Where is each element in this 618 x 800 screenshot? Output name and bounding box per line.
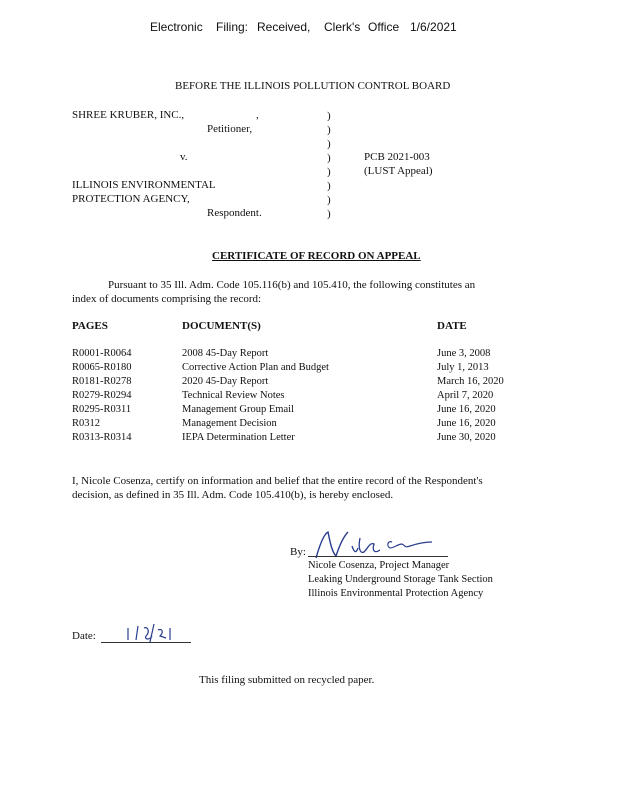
row-document: Management Decision — [182, 418, 277, 429]
petitioner-name: SHREE KRUBER, INC., — [72, 109, 185, 121]
row-pages: R0313-R0314 — [72, 432, 132, 443]
table-row — [72, 418, 552, 432]
versus: v. — [180, 151, 188, 163]
case-number: PCB 2021-003 — [364, 151, 430, 163]
row-pages: R0279-R0294 — [72, 390, 132, 401]
col-header-pages: PAGES — [72, 320, 108, 332]
case-type: (LUST Appeal) — [364, 165, 433, 177]
row-document: 2008 45-Day Report — [182, 348, 269, 359]
signer-section: Leaking Underground Storage Tank Section — [308, 574, 493, 585]
row-pages: R0065-R0180 — [72, 362, 132, 373]
row-date: June 30, 2020 — [437, 432, 496, 443]
row-date: July 1, 2013 — [437, 362, 489, 373]
stamp-date: 1/6/2021 — [410, 20, 457, 34]
table-row — [72, 362, 552, 376]
signature-line — [308, 556, 448, 557]
caption-parens: ) ) ) ) ) ) ) ) — [327, 110, 331, 220]
intro-line-1: Pursuant to 35 Ill. Adm. Code 105.116(b) and 105.410, the following constitutes an — [108, 279, 476, 291]
signer-name-title: Nicole Cosenza, Project Manager — [308, 560, 450, 571]
col-header-date: DATE — [437, 320, 467, 332]
row-pages: R0001-R0064 — [72, 348, 132, 359]
intro-line-2: index of documents comprising the record: — [72, 293, 262, 305]
row-date: June 16, 2020 — [437, 418, 496, 429]
stamp-word: Filing: — [216, 20, 249, 34]
row-pages: R0312 — [72, 418, 101, 429]
stamp-word: Office — [368, 20, 400, 34]
petitioner-role: Petitioner, — [207, 123, 253, 135]
by-label: By: — [290, 546, 306, 558]
table-row — [72, 404, 552, 418]
row-date: June 3, 2008 — [437, 348, 491, 359]
table-row — [72, 348, 552, 362]
petitioner-comma: , — [256, 109, 259, 121]
certification-line-2: decision, as defined in 35 Ill. Adm. Code 105.410(b), is hereby enclosed. — [72, 489, 394, 501]
table-row — [72, 376, 552, 390]
row-date: March 16, 2020 — [437, 376, 504, 387]
stamp-word: Electronic — [150, 20, 203, 34]
respondent-role: Respondent. — [207, 207, 262, 219]
row-document: IEPA Determination Letter — [182, 432, 295, 443]
certification-line-1: I, Nicole Cosenza, certify on information and belief that the entire record of the Respondent's — [72, 475, 483, 487]
row-date: June 16, 2020 — [437, 404, 496, 415]
stamp-word: Clerk's — [324, 20, 361, 34]
row-document: Technical Review Notes — [182, 390, 285, 401]
row-document: Corrective Action Plan and Budget — [182, 362, 329, 373]
respondent-name-line1: ILLINOIS ENVIRONMENTAL — [72, 179, 216, 191]
table-row — [72, 432, 552, 446]
certificate-title: CERTIFICATE OF RECORD ON APPEAL — [212, 250, 421, 262]
footer-note: This filing submitted on recycled paper. — [199, 674, 375, 686]
row-pages: R0181-R0278 — [72, 376, 132, 387]
row-document: Management Group Email — [182, 404, 294, 415]
col-header-document: DOCUMENT(S) — [182, 320, 261, 332]
board-heading: BEFORE THE ILLINOIS POLLUTION CONTROL BOARD — [175, 80, 451, 92]
row-pages: R0295-R0311 — [72, 404, 132, 415]
date-label: Date: — [72, 630, 96, 642]
row-document: 2020 45-Day Report — [182, 376, 269, 387]
respondent-name-line2: PROTECTION AGENCY, — [72, 193, 190, 205]
table-row — [72, 390, 552, 404]
date-line — [101, 642, 191, 643]
row-date: April 7, 2020 — [437, 390, 494, 401]
stamp-word: Received, — [257, 20, 311, 34]
signer-agency: Illinois Environmental Protection Agency — [308, 588, 484, 599]
